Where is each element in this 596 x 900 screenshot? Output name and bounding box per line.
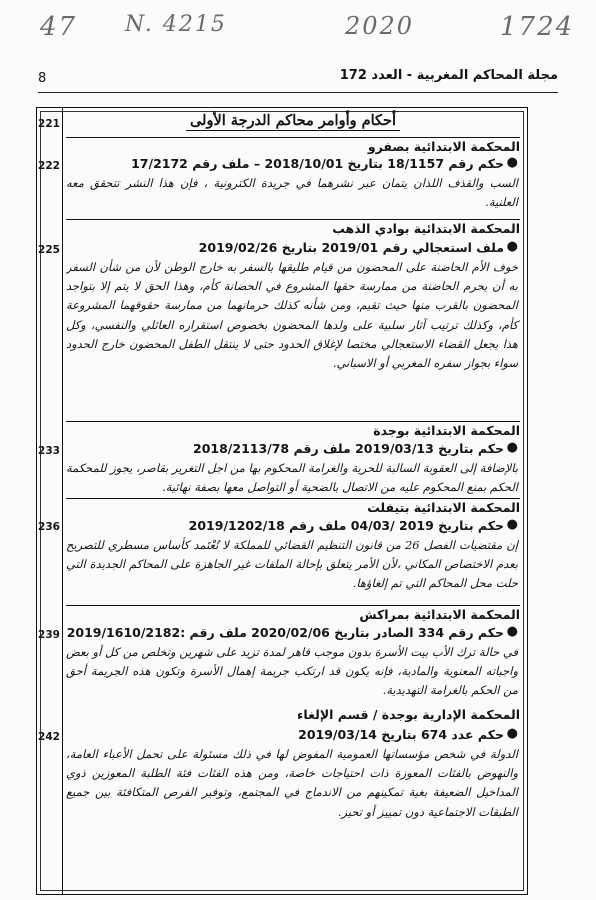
page-ref-221: 221 — [38, 118, 60, 130]
court-name: المحكمة الابتدائية بتيفلت — [66, 498, 520, 515]
court-name: المحكمة الابتدائية بوجدة — [66, 421, 520, 438]
ruling-summary: في حالة ترك الأب بيت الأسرة بدون موجب قاهر لمدة تزيد على شهرين وتخلص من كل أو بعض واجباته المعنوية والمادية، فإنه يكون قد ارتكب جريمة إهمال الأسرة وتكون هذه الجريمة أحق من الحكم بالغرامة التهديدية. — [66, 645, 518, 698]
bullet-icon: ● — [506, 239, 518, 254]
handwritten-year: 2020 — [345, 12, 415, 40]
ruling-reference: ● ملف استعجالي رقم 2019/01 بتاريخ 2019/02/26 — [198, 239, 518, 255]
page-ref-236: 236 — [38, 521, 60, 533]
court-name: المحكمة الإدارية بوجدة / قسم الإلغاء — [297, 707, 520, 722]
ruling-reference: ● حكم بتاريخ 2019/03/13 ملف رقم 2018/2113/78 — [193, 440, 518, 456]
journal-title: مجلة المحاكم المغربية - العدد 172 — [339, 68, 558, 83]
page-number: 8 — [38, 71, 47, 86]
bullet-icon: ● — [506, 517, 518, 532]
page-ref-242: 242 — [38, 731, 60, 743]
ruling-summary: إن مقتضيات الفصل 26 من قانون التنظيم القضائي للمملكة لا تُعْتَمد كأساس مسطري للتصريح بعدم الاختصاص المكاني ،لأن الأمر يتعلق بإحالة الملفات غير الجاهزة على المحاكم الجديدة التي حلت محل المحاكم التي تم إلغاؤها. — [66, 538, 518, 591]
page-ref-239: 239 — [38, 629, 60, 641]
ruling-summary: خوف الأم الحاضنة على المحضون من قيام طليقها بالسفر به خارج الوطن لأن من شأن السفر به أن يحرم الحاضنة من ممارسة حقها المشروع في الحضانة كأم، وهذا الحق لا يتم إلا بتواجد المحضون بالقرب منها حيث تقيم، ومن شأنه كذلك حرمانهما من ممارسة حقوقهما المشروعة كأم، وكذلك ترتيب آثار سلبية على ولدها المحضون بخصوص استقراره العائلي والنفسي، وكل هذا يجعل القضاء الاستعجالي مختصا لإغلاق الحدود حتى لا ينتقل الطفل المحضون خارج الحدود سواء بجواز سفره المغربي أو الاسباني. — [66, 260, 518, 371]
ruling-reference: ● حكم بتاريخ 2019 /04/03 ملف رقم 2019/1202/18 — [188, 517, 518, 533]
court-name: المحكمة الابتدائية بوادي الذهب — [66, 219, 520, 236]
page-ref-225: 225 — [38, 244, 60, 256]
page-ref-233: 233 — [38, 445, 60, 457]
ruling-summary: الدولة في شخص مؤسساتها العمومية المفوض لها في ذلك مسئولة على تحمل الأعباء العامة، والنهوض بالفئات المعوزة ذات احتياجات خاصة، ومن هذه الفئات فئة الطلبة المعوزين ذوي المداخيل الضعيفة بغية تمكينهم من الاندماج في المجتمع، وتوفير الفرص المتكافئة بين جميع الطبقات الاجتماعية دون تمييز أو تحيز. — [66, 747, 518, 819]
handwritten-marks — [0, 12, 596, 52]
bullet-icon: ● — [506, 155, 518, 170]
ruling-summary: السب والقذف اللذان يتمان عبر نشرهما في جريدة الكترونية ، فإن هذا النشر تتحقق معه العلنية. — [66, 176, 518, 210]
handwritten-code: 1724 — [500, 12, 575, 42]
page-ref-222: 222 — [38, 160, 60, 172]
bullet-icon: ● — [506, 726, 518, 741]
ruling-summary: بالإضافة إلى العقوبة السالبة للحرية والغرامة المحكوم بها من اجل التغرير بقاصر، يجوز للمحكمة الحكم بمنع المحكوم عليه من الاتصال بالضحية أو التواصل معها بصفة نهائية. — [66, 461, 518, 495]
running-head — [38, 68, 558, 93]
handwritten-number: 47 — [40, 12, 78, 42]
ruling-reference: ● حكم رقم 18/1157 بتاريخ 2018/10/01 – ملف رقم 17/2172 — [131, 155, 518, 171]
ruling-reference: ● حكم عدد 674 بتاريخ 2019/03/14 — [298, 726, 518, 742]
handwritten-reference: N. 4215 — [125, 12, 227, 37]
court-name: المحكمة الابتدائية بصفرو — [66, 137, 520, 154]
section-title: أحكام وأوامر محاكم الدرجة الأولى — [66, 112, 520, 131]
contents-body — [66, 109, 520, 891]
court-name: المحكمة الابتدائية بمراكش — [66, 605, 520, 622]
bullet-icon: ● — [506, 624, 518, 639]
bullet-icon: ● — [506, 440, 518, 455]
ruling-reference: ● حكم رقم 334 الصادر بتاريخ 2020/02/06 ملف رقم :2019/1610/2182 — [66, 624, 518, 640]
